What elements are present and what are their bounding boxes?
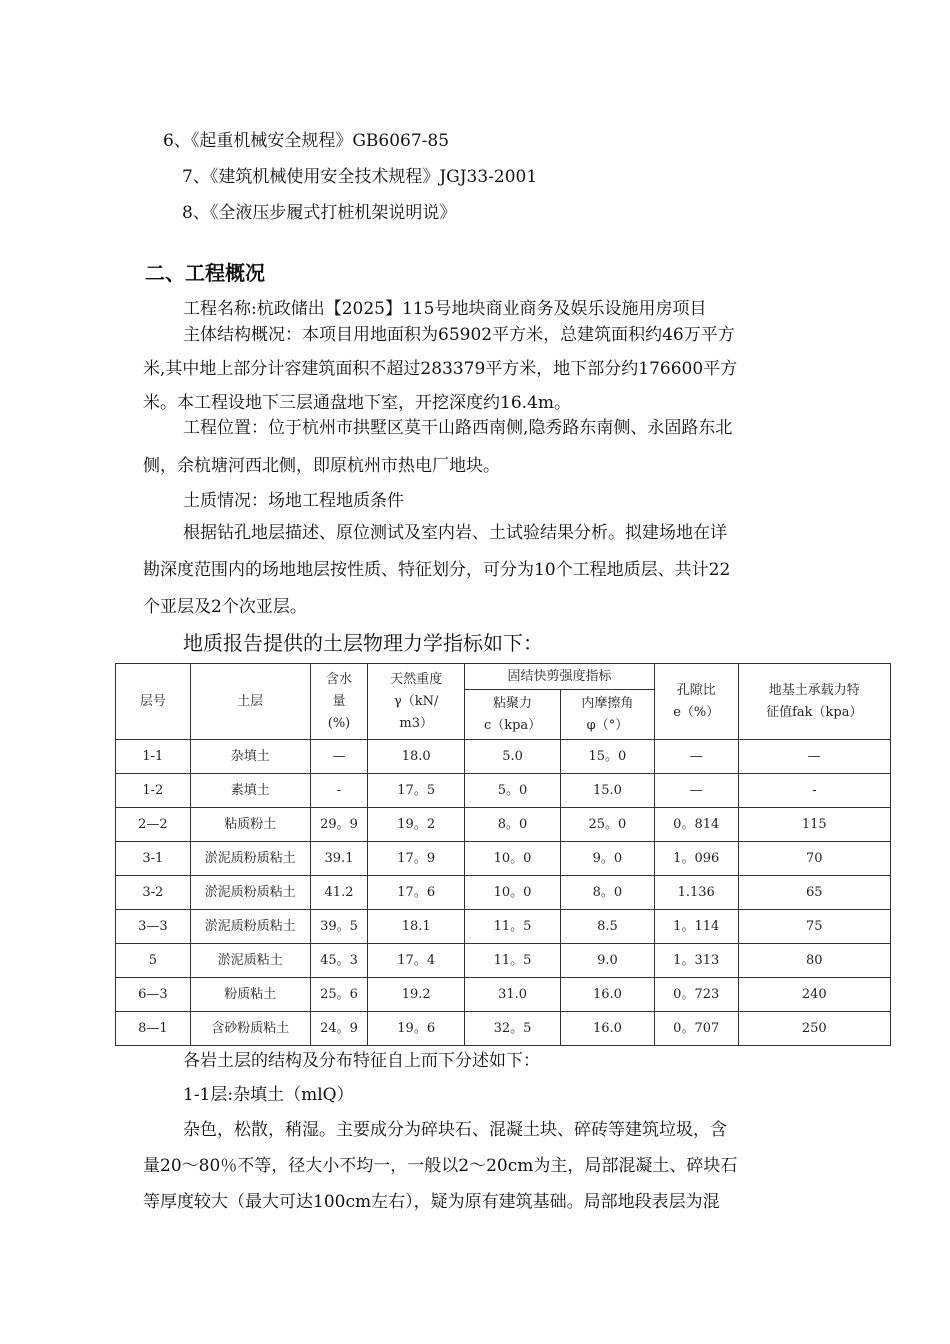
cell-cohesion: 32。5 [465, 1012, 561, 1046]
table-row [116, 876, 891, 910]
cell-cohesion: 10。0 [465, 842, 561, 876]
paragraph-line: 杂色，松散，稍湿。主要成分为碎块石、混凝土块、碎砖等建筑垃圾，含 [183, 1120, 727, 1140]
header-void-ratio: 孔隙比 e（%） [654, 664, 738, 740]
section-heading: 二、工程概况 [145, 261, 265, 285]
paragraph-line: 侧，余杭塘河西北侧，即原杭州市热电厂地块。 [143, 456, 500, 476]
cell-unit-weight: 17。5 [368, 774, 465, 808]
paragraph-line: 勘深度范围内的场地地层按性质、特征划分，可分为10个工程地质层、共计22 [143, 560, 731, 580]
cell-layer-no: 2—2 [116, 808, 191, 842]
cell-water-content: 25。6 [310, 978, 368, 1012]
cell-water-content: — [310, 740, 368, 774]
cell-void-ratio: 1。313 [654, 944, 738, 978]
cell-bearing-capacity: — [738, 740, 890, 774]
cell-water-content: 45。3 [310, 944, 368, 978]
cell-layer-no: 3—3 [116, 910, 191, 944]
table-row [116, 842, 891, 876]
paragraph-line: 米,其中地上部分计容建筑面积不超过283379平方米，地下部分约176600平方 [143, 359, 738, 379]
layers-intro: 各岩土层的结构及分布特征自上而下分述如下： [183, 1051, 540, 1071]
cell-soil: 淤泥质粉质粘土 [190, 910, 310, 944]
cell-water-content: - [310, 774, 368, 808]
cell-soil: 含砂粉质粘土 [190, 1012, 310, 1046]
cell-bearing-capacity: 75 [738, 910, 890, 944]
layer-description [143, 1112, 813, 1220]
cell-bearing-capacity: 65 [738, 876, 890, 910]
cell-unit-weight: 19。2 [368, 808, 465, 842]
cell-void-ratio: — [654, 774, 738, 808]
header-friction-angle: 内摩擦角 φ（°） [560, 690, 654, 740]
cell-friction-angle: 8.5 [560, 910, 654, 944]
header-shear-strength: 固结快剪强度指标 [465, 664, 655, 690]
cell-bearing-capacity: - [738, 774, 890, 808]
table-row [116, 1012, 891, 1046]
cell-soil: 粉质粘土 [190, 978, 310, 1012]
reference-item: 7、《建筑机械使用安全技术规程》JGJ33-2001 [182, 167, 538, 187]
cell-soil: 粘质粉土 [190, 808, 310, 842]
cell-friction-angle: 8。0 [560, 876, 654, 910]
structure-paragraph [143, 318, 813, 420]
cell-unit-weight: 18.0 [368, 740, 465, 774]
reference-item: 6、《起重机械安全规程》GB6067-85 [163, 131, 450, 151]
cell-cohesion: 11。5 [465, 944, 561, 978]
table-row [116, 774, 891, 808]
paragraph-line: 量20～80％不等，径大小不均一，一般以2～20cm为主，局部混凝土、碎块石 [143, 1156, 738, 1176]
cell-void-ratio: 0。723 [654, 978, 738, 1012]
cell-friction-angle: 15.0 [560, 774, 654, 808]
layer-title: 1-1层:杂填土（mlQ） [183, 1085, 354, 1105]
analysis-paragraph [143, 515, 813, 626]
cell-void-ratio: 1。114 [654, 910, 738, 944]
cell-bearing-capacity: 250 [738, 1012, 890, 1046]
cell-void-ratio: 1。096 [654, 842, 738, 876]
paragraph-line: 工程位置：位于杭州市拱墅区莫干山路西南侧,隐秀路东南侧、永固路东北 [183, 418, 733, 438]
cell-unit-weight: 19。6 [368, 1012, 465, 1046]
soil-condition-title: 土质情况：场地工程地质条件 [183, 491, 404, 511]
paragraph-line: 个亚层及2个次亚层。 [143, 597, 307, 617]
cell-friction-angle: 9。0 [560, 842, 654, 876]
cell-void-ratio: — [654, 740, 738, 774]
cell-water-content: 24。9 [310, 1012, 368, 1046]
cell-unit-weight: 17。4 [368, 944, 465, 978]
cell-bearing-capacity: 70 [738, 842, 890, 876]
cell-friction-angle: 15。0 [560, 740, 654, 774]
header-cohesion: 粘聚力 c（kpa） [465, 690, 561, 740]
paragraph-line: 等厚度较大（最大可达100cm左右），疑为原有建筑基础。局部地段表层为混 [143, 1192, 720, 1212]
table-row [116, 808, 891, 842]
table-row [116, 740, 891, 774]
cell-layer-no: 1-2 [116, 774, 191, 808]
header-bearing-capacity: 地基土承载力特 征值fak（kpa） [738, 664, 890, 740]
cell-cohesion: 31.0 [465, 978, 561, 1012]
cell-void-ratio: 0。707 [654, 1012, 738, 1046]
location-paragraph [143, 409, 813, 485]
paragraph-line: 主体结构概况：本项目用地面积为65902平方米，总建筑面积约46万平方 [183, 325, 735, 345]
cell-friction-angle: 25。0 [560, 808, 654, 842]
cell-soil: 淤泥质粘土 [190, 944, 310, 978]
header-water-content: 含水 量 (%) [310, 664, 368, 740]
cell-void-ratio: 1.136 [654, 876, 738, 910]
header-layer-no: 层号 [116, 664, 191, 740]
cell-bearing-capacity: 115 [738, 808, 890, 842]
cell-unit-weight: 17。6 [368, 876, 465, 910]
soil-properties-table [115, 663, 891, 1046]
cell-layer-no: 1-1 [116, 740, 191, 774]
paragraph-line: 米。本工程设地下三层通盘地下室，开挖深度约16.4m。 [143, 393, 571, 413]
cell-soil: 杂填土 [190, 740, 310, 774]
cell-layer-no: 8—1 [116, 1012, 191, 1046]
cell-friction-angle: 16.0 [560, 1012, 654, 1046]
cell-water-content: 39.1 [310, 842, 368, 876]
cell-cohesion: 5.0 [465, 740, 561, 774]
cell-friction-angle: 16.0 [560, 978, 654, 1012]
cell-water-content: 39。5 [310, 910, 368, 944]
cell-soil: 素填土 [190, 774, 310, 808]
header-soil: 土层 [190, 664, 310, 740]
cell-soil: 淤泥质粉质粘土 [190, 842, 310, 876]
cell-cohesion: 10。0 [465, 876, 561, 910]
cell-void-ratio: 0。814 [654, 808, 738, 842]
cell-layer-no: 3-1 [116, 842, 191, 876]
paragraph-line: 根据钻孔地层描述、原位测试及室内岩、土试验结果分析。拟建场地在详 [183, 523, 727, 543]
cell-friction-angle: 9.0 [560, 944, 654, 978]
table-row [116, 944, 891, 978]
table-row [116, 978, 891, 1012]
cell-water-content: 41.2 [310, 876, 368, 910]
cell-layer-no: 5 [116, 944, 191, 978]
reference-item: 8、《全液压步履式打桩机架说明说》 [182, 203, 457, 223]
cell-unit-weight: 19.2 [368, 978, 465, 1012]
cell-cohesion: 8。0 [465, 808, 561, 842]
cell-soil: 淤泥质粉质粘土 [190, 876, 310, 910]
table-caption: 地质报告提供的土层物理力学指标如下： [183, 631, 543, 655]
cell-layer-no: 6—3 [116, 978, 191, 1012]
cell-bearing-capacity: 80 [738, 944, 890, 978]
cell-unit-weight: 17。9 [368, 842, 465, 876]
cell-unit-weight: 18.1 [368, 910, 465, 944]
project-name: 工程名称:杭政储出【2025】115号地块商业商务及娱乐设施用房项目 [183, 299, 707, 319]
cell-water-content: 29。9 [310, 808, 368, 842]
header-unit-weight: 天然重度 γ（kN/ m3） [368, 664, 465, 740]
cell-layer-no: 3-2 [116, 876, 191, 910]
cell-bearing-capacity: 240 [738, 978, 890, 1012]
cell-cohesion: 11。5 [465, 910, 561, 944]
cell-cohesion: 5。0 [465, 774, 561, 808]
table-row [116, 910, 891, 944]
